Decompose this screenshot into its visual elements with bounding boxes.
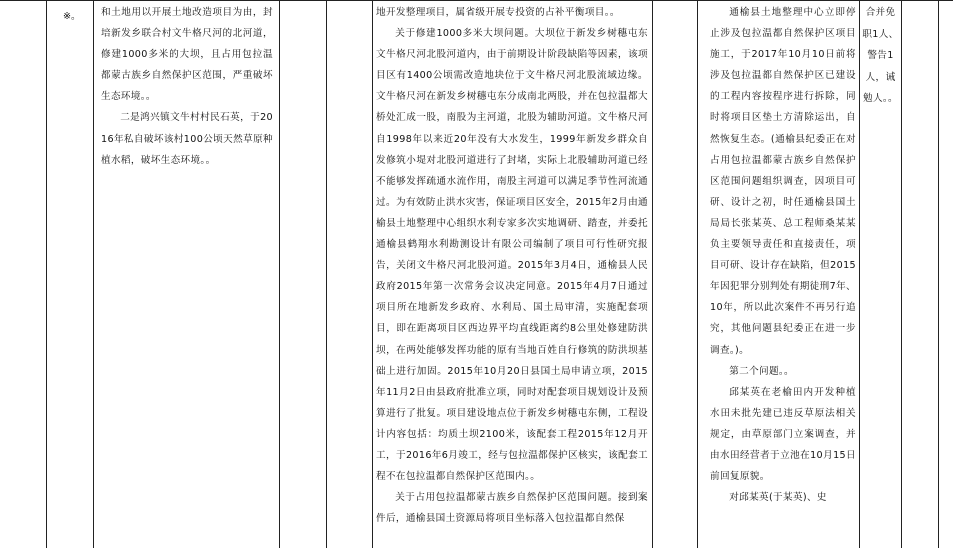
rectification-paragraph: 对邱某英(于某英)、史 xyxy=(729,492,827,504)
column-divider xyxy=(901,0,902,548)
row-marker: ※。 xyxy=(63,11,81,22)
accountability-cell xyxy=(862,2,899,110)
rectification-paragraph: 第二个问题。。 xyxy=(729,365,794,377)
case-paragraph: 二是鸿兴镇文牛村村民石英，于2016年私自破坏该村100公顷天然草原种植水稻，破坏生态环境。。 xyxy=(101,112,273,166)
findings-paragraph: 地开发整理项目，属省级开展专投资的占补平衡项目。。 xyxy=(376,7,620,18)
row-marker-cell xyxy=(63,4,91,27)
findings-paragraph: 关于占用包拉温都蒙古族乡自然保护区范围问题。接到案件后，通榆县国土资源局将项目坐标落入包拉温都自然保 xyxy=(376,492,648,525)
column-divider xyxy=(652,0,653,548)
column-divider xyxy=(372,0,373,548)
case-description-cell xyxy=(101,2,273,171)
column-divider xyxy=(697,0,698,548)
column-divider xyxy=(938,0,939,548)
row-divider xyxy=(0,0,953,1)
column-divider xyxy=(46,0,47,548)
case-paragraph: 和土地用以开展土地改造项目为由，封培新发乡联合村文牛格尺河的北河道，修建1000多米的大坝，且占用包拉温都蒙古族乡自然保护区范围，严重破坏生态环境。。 xyxy=(101,7,273,103)
rectification-paragraph: 邱某英在老榆田内开发种植水田未批先建已违反草原法相关规定，由草原部门立案调查，并由水田经营者于立池在10月15日前回复原貌。 xyxy=(710,386,856,483)
findings-paragraph: 关于修建1000多米大坝问题。大坝位于新发乡树穗屯东文牛格尺河北股河道内，由于前期设计阶段缺陷等因素，该项目区有1400公顷需改造地块位于文牛格尺河北股流域边缘。文牛格尺河在新发乡树穗屯东分成南北两股，并在包拉温都大桥处汇成一股，南股为主河道，北股为辅助河道。文牛格尺河自1998年以来近20年没有大水发生，1999年新发乡群众自发修筑小堤对北股河道进行了封堵，实际上北股辅助河道已经不能够发挥疏通水流作用，南股主河道可以满足季节性河流通过。为有效防止洪水灾害，保证项目区安全，2015年2月由通榆县土地整理中心组织水利专家多次实地调研、踏查，并委托通榆县鹤翔水利勘测设计有限公司编制了项目可行性研究报告，关闭文牛格尺河北股河道。2015年3月4日，通榆县人民政府2015年第一次常务会议决定同意。2015年4月7日通过项目所在地新发乡政府、水利局、国土局审清，实施配套项目，即在距离项目区西边界平均直线距离约8公里处修建防洪坝，在两处能够发挥功能的原有当地百姓自行修筑的防洪坝基础上进行加固。2015年10月20日县国土局申请立项，2015年11月2日由县政府批准立项，同时对配套项目规划设计及预算进行了批复。项目建设地点位于新发乡树穗屯东侧，工程设计内容包括：均质土坝2100米，该配套工程2015年12月开工，于2016年6月竣工，经与包拉温都保护区核实，该配套工程不在包拉温都自然保护区范围内。。 xyxy=(376,28,648,483)
rectification-paragraph: 通榆县土地整理中心立即停止涉及包拉温都自然保护区项目施工，于2017年10月10日前将涉及包拉温都自然保护区已建设的工程内容按程序进行拆除，同时将项目区垫土方清除运出，自然恢复生态。(通榆县纪委正在对占用包拉温都蒙古族乡自然保护区范围问题组织调查，因项目可研、设计之初，时任通榆县国土局局长张某英、总工程师桑某某负主要领导责任和直接责任，项目可研、设计存在缺陷，但2015年因犯罪分别判处有期徒刑7年、10年，所以此次案件不再另行追究，其他问题县纪委正在进一步调查。)。 xyxy=(710,7,856,356)
rectification-cell xyxy=(710,2,856,508)
accountability-paragraph: 合并免职1人、警告1人，诫勉人。。 xyxy=(862,7,899,104)
column-divider xyxy=(859,0,860,548)
findings-cell xyxy=(376,2,648,529)
column-divider xyxy=(326,0,327,548)
column-divider xyxy=(279,0,280,548)
column-divider xyxy=(93,0,94,548)
